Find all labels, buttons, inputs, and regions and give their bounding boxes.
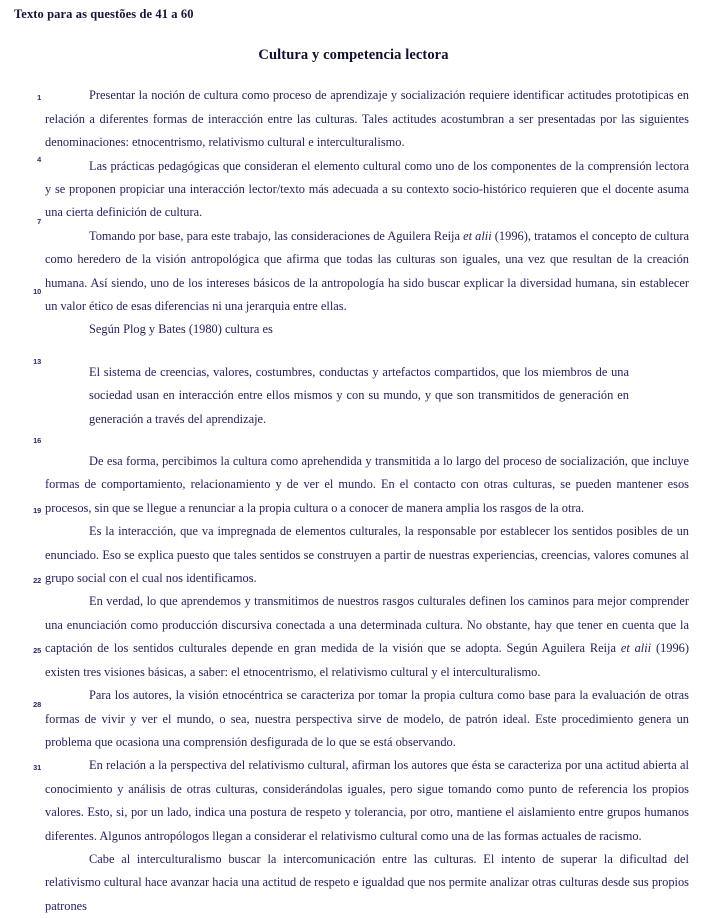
line-number: 4	[37, 155, 41, 164]
paragraph-7-text-before: En verdad, lo que aprendemos y transmitimos de nuestros rasgos culturales definen los caminos para mejor comprender una enunciación como producción discursiva conectada a una determinada cultura. No obstante, hay que tener en cuenta que la captación de los sentidos culturales depende en gran medida de la visión que se adopta. Según Aguilera Reija	[45, 594, 689, 656]
paragraph-7-text-after: (1996) existen tres visiones básicas, a saber: el etnocentrismo, el relativismo cultural y el interculturalismo.	[45, 641, 689, 679]
line-number: 13	[33, 357, 41, 366]
block-quote-plog-bates: El sistema de creencias, valores, costumbres, conductas y artefactos compartidos, que los miembros de una sociedad usan en interacción entre ellos mismos y con su mundo, y que son transmitidos de generación en generación a través del aprendizaje.	[89, 364, 629, 426]
page-title: Cultura y competencia lectora	[258, 46, 449, 63]
line-number: 16	[33, 436, 41, 445]
citation-et-alii: et alii	[620, 641, 652, 656]
paragraph-2: Las prácticas pedagógicas que consideran el elemento cultural como uno de los componentes de la comprensión lectora y se proponen propiciar una interacción lector/texto más adecuada a su contexto socio-histórico requieren que el docente asuma una cierta definición de cultura.	[45, 158, 689, 220]
line-number: 31	[33, 763, 41, 772]
line-number: 28	[33, 700, 41, 709]
line-number-gutter	[14, 84, 44, 918]
paragraph-5: De esa forma, percibimos la cultura como aprehendida y transmitida a lo largo del proceso de socialización, que incluye formas de comportamiento, relacionamiento y de ver el mundo. En el contacto con otras culturas, se pueden mantener esos procesos, sin que se llegue a renunciar a la propia cultura o a conocer de manera amplia los rasgos de la otra.	[45, 454, 689, 515]
exam-instruction-header: Texto para as questões de 41 a 60	[14, 7, 194, 21]
paragraph-4-quote-lead-in: Según Plog y Bates (1980) cultura es	[89, 322, 273, 337]
paragraph-6: Es la interacción, que va impregnada de elementos culturales, la responsable por establecer los sentidos posibles de un enunciado. Eso se explica puesto que tales sentidos se construyen a partir de nuestras experiencias, creencias, valores comunes al grupo social con el cual nos identificamos.	[45, 524, 689, 586]
paragraph-3-text-after: (1996), tratamos el concepto de cultura como heredero de la visión antropológica que afirma que todas las culturas son iguales, una vez que resultan de la creación humana. Así siendo, uno de los intereses básicos de la antropología ha sido buscar explicar la diversidad humana, sin establecer un valor ético de esas diferencias ni una jerarquia entre ellas.	[45, 228, 689, 313]
line-number: 10	[33, 287, 41, 296]
line-number: 25	[33, 646, 41, 655]
line-number: 22	[33, 576, 41, 585]
paragraph-8: Para los autores, la visión etnocéntrica se caracteriza por tomar la propia cultura como base para la evaluación de otras formas de vivir y ver el mundo, o sea, nuestra perspectiva sirve de modelo, de patrón ideal. Este procedimiento genera un problema que ocasiona una comprensión desfigurada de lo que se está observando.	[45, 688, 689, 749]
line-number: 1	[37, 93, 41, 102]
paragraph-3	[45, 225, 689, 319]
line-number: 7	[37, 217, 41, 226]
citation-et-alii: et alii	[463, 228, 492, 243]
paragraph-7	[45, 590, 689, 684]
paragraph-9: En relación a la perspectiva del relativismo cultural, afirman los autores que ésta se caracteriza por una actitud abierta al conocimiento y análisis de otras culturas, considerándolas iguales, pero sigue tomando como punto de referencia los propios valores. Esto, si, por un lado, indica una postura de respeto y tolerancia, por otro, mantiene el aislamiento entre grupos humanos diferentes. Algunos antropólogos llegan a considerar el relativismo cultural como una de las formas actuales de racismo.	[45, 758, 689, 843]
line-number: 19	[33, 506, 41, 515]
paragraph-1: Presentar la noción de cultura como proceso de aprendizaje y socialización requiere identificar actitudes prototipicas en relación a diferentes formas de interacción entre las culturas. Tales actitudes acostumbran a ser presentadas por las siguientes denominaciones: etnocentrismo, relativismo cultural e interculturalismo.	[45, 88, 689, 150]
paragraph-10: Cabe al interculturalismo buscar la intercomunicación entre las culturas. El intento de superar la dificultad del relativismo cultural hace avanzar hacia una actitud de respeto e igualdad que nos permite analizar otras culturas desde sus propios patrones	[45, 851, 689, 913]
paragraph-3-text-before: Tomando por base, para este trabajo, las consideraciones de Aguilera Reija	[89, 228, 464, 243]
document-body	[14, 84, 693, 918]
